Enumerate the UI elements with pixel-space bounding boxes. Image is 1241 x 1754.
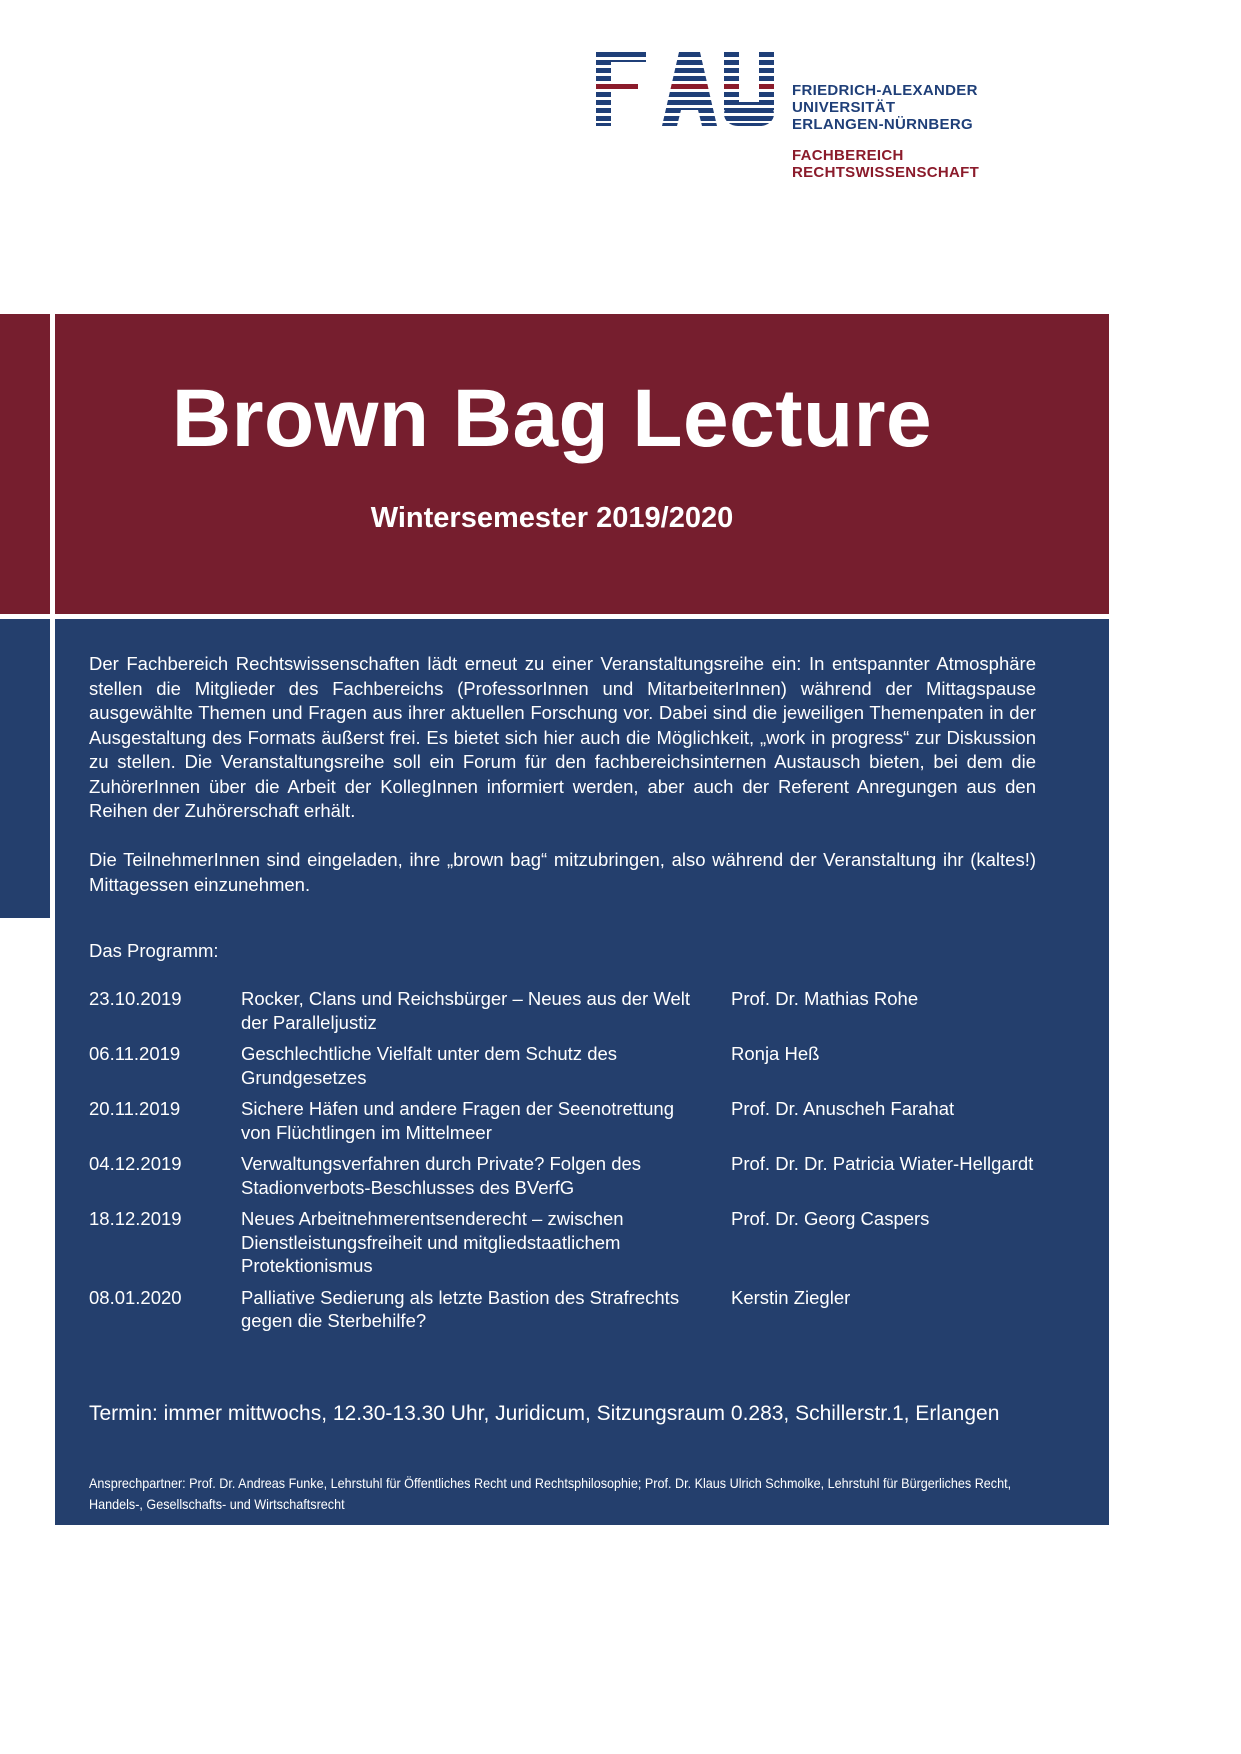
title-banner	[55, 314, 1109, 614]
semester-subtitle: Wintersemester 2019/2020	[370, 502, 734, 534]
program-topic: Palliative Sedierung als letzte Bastion des Strafrechts gegen die Sterbehilfe?	[241, 1286, 680, 1331]
program-date: 08.01.2020	[89, 1286, 182, 1308]
program-topic: Verwaltungsverfahren durch Private? Folgen des Stadionverbots-Beschlusses des BVerfG	[241, 1153, 642, 1198]
university-line: UNIVERSITÄT	[792, 99, 896, 116]
program-row	[89, 1042, 1049, 1089]
program-topic: Rocker, Clans und Reichsbürger – Neues aus der Welt der Paralleljustiz	[241, 988, 691, 1033]
university-name	[792, 82, 978, 133]
program-speaker: Ronja Heß	[731, 1043, 820, 1064]
program-date: 18.12.2019	[89, 1208, 182, 1229]
brown-bag-paragraph: Die TeilnehmerInnen sind eingeladen, ihre „brown bag“ mitzubringen, also während der Veranstaltung ihr (kaltes!) Mittagessen einzunehmen.	[89, 849, 1036, 895]
intro-paragraph: Der Fachbereich Rechtswissenschaften lädt erneut zu einer Veranstaltungsreihe ein: In entspannter Atmosphäre stellen die Mitglieder des Fachbereichs (ProfessorInnen und MitarbeiterInnen) während der Mittagspause ausgewählte Themen und Fragen aus ihrer aktuellen Forschung vor. Dabei sind die jeweiligen Themenpaten in der Ausgestaltung des Formats äußerst frei. Es bietet sich hier auch die Möglichkeit, „work in progress“ zur Diskussion zu stellen. Die Veranstaltungsreihe soll ein Forum für den fachbereichsinternen Austausch bieten, bei dem die ZuhörerInnen über die Arbeit der KollegInnen informiert werden, aber auch der Referent Anregungen aus den Reihen der Zuhörerschaft erhält.	[89, 653, 1036, 821]
program-speaker: Prof. Dr. Anuscheh Farahat	[731, 1098, 955, 1119]
department-line: RECHTSWISSENSCHAFT	[792, 164, 980, 181]
program-speaker: Kerstin Ziegler	[731, 1286, 851, 1308]
program-row	[89, 1152, 1049, 1199]
program-heading: Das Programm:	[89, 940, 219, 961]
fau-logo-mark	[596, 52, 774, 126]
department-line: FACHBEREICH	[792, 147, 904, 164]
department-name	[792, 147, 979, 181]
page-title: Brown Bag Lecture	[171, 373, 933, 464]
university-line: ERLANGEN-NÜRNBERG	[792, 116, 973, 133]
program-topic: Sichere Häfen und andere Fragen der Seenotrettung von Flüchtlingen im Mittelmeer	[241, 1098, 674, 1143]
contact-info: Ansprechpartner: Prof. Dr. Andreas Funke, Lehrstuhl für Öffentliches Recht und Rechtsphilosophie; Prof. Dr. Klaus Ulrich Schmolke, Lehrstuhl für Bürgerliches Recht, Handels-, Gesellschafts- und Wirtschaftsrecht	[89, 1475, 1012, 1512]
program-date: 23.10.2019	[89, 988, 182, 1009]
program-table	[89, 987, 1049, 1341]
fau-logo	[596, 52, 1016, 192]
program-speaker: Prof. Dr. Georg Caspers	[731, 1208, 930, 1229]
program-topic: Geschlechtliche Vielfalt unter dem Schutz des Grundgesetzes	[241, 1043, 618, 1088]
university-line: FRIEDRICH-ALEXANDER	[792, 82, 978, 99]
blue-side-stripe	[0, 619, 50, 918]
program-speaker: Prof. Dr. Dr. Patricia Wiater-Hellgardt	[731, 1153, 1034, 1174]
program-date: 04.12.2019	[89, 1153, 182, 1174]
schedule-info: Termin: immer mittwochs, 12.30-13.30 Uhr, Juridicum, Sitzungsraum 0.283, Schillerstr.1, Erlangen	[89, 1402, 1000, 1425]
content-panel	[55, 619, 1109, 1525]
program-date: 20.11.2019	[89, 1098, 181, 1119]
program-speaker: Prof. Dr. Mathias Rohe	[731, 988, 919, 1009]
program-row	[89, 987, 1049, 1034]
program-topic: Neues Arbeitnehmerentsenderecht – zwischen Dienstleistungsfreiheit und mitgliedstaatlichem Protektionismus	[241, 1208, 624, 1276]
program-row	[89, 1097, 1049, 1144]
program-row	[89, 1286, 1049, 1333]
program-date: 06.11.2019	[89, 1043, 181, 1064]
program-row	[89, 1207, 1049, 1278]
